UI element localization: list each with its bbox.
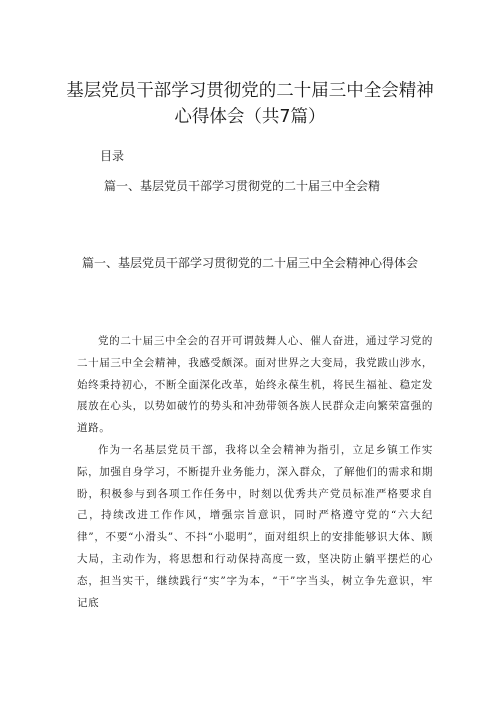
section-body <box>77 331 433 614</box>
body-paragraph: 作为一名基层党员干部，我将以全会精神为指引，立足乡镇工作实际，加强自身学习，不断提升业务能力，深入群众，了解他们的需求和期盼，积极参与到各项工作任务中，时刻以优秀共产党员标准严格要求自己，持续改进工作作风，增强宗旨意识，同时严格遵守党的“六大纪律”，不要“小滑头”、不抖“小聪明”，面对组织上的安排能够识大体、顾大局，主动作为，将思想和行动保持高度一致，坚决防止躺平摆烂的心态，担当实干，继续践行“实”字为本，“干”字当头，树立争先意识，牢记底 <box>77 443 433 609</box>
body-paragraph: 党的二十届三中全会的召开可谓鼓舞人心、催人奋进，通过学习党的二十届三中全会精神，我感受颇深。面对世界之大变局，我党跋山涉水，始终秉持初心，不断全面深化改革，始终永葆生机，将民生福祉、稳定发展放在心头，以势如破竹的势头和冲劲带领各族人民群众走向繁荣富强的道路。 <box>77 335 433 435</box>
section-title: 篇一、基层党员干部学习贯彻党的二十届三中全会精神心得体会 <box>81 256 418 270</box>
document-title: 基层党员干部学习贯彻党的二十届三中全会精神心得体会（共7篇） <box>66 81 434 127</box>
toc-heading: 目录 <box>100 149 125 163</box>
toc-item[interactable]: 篇一、基层党员干部学习贯彻党的二十届三中全会精 <box>104 179 381 193</box>
